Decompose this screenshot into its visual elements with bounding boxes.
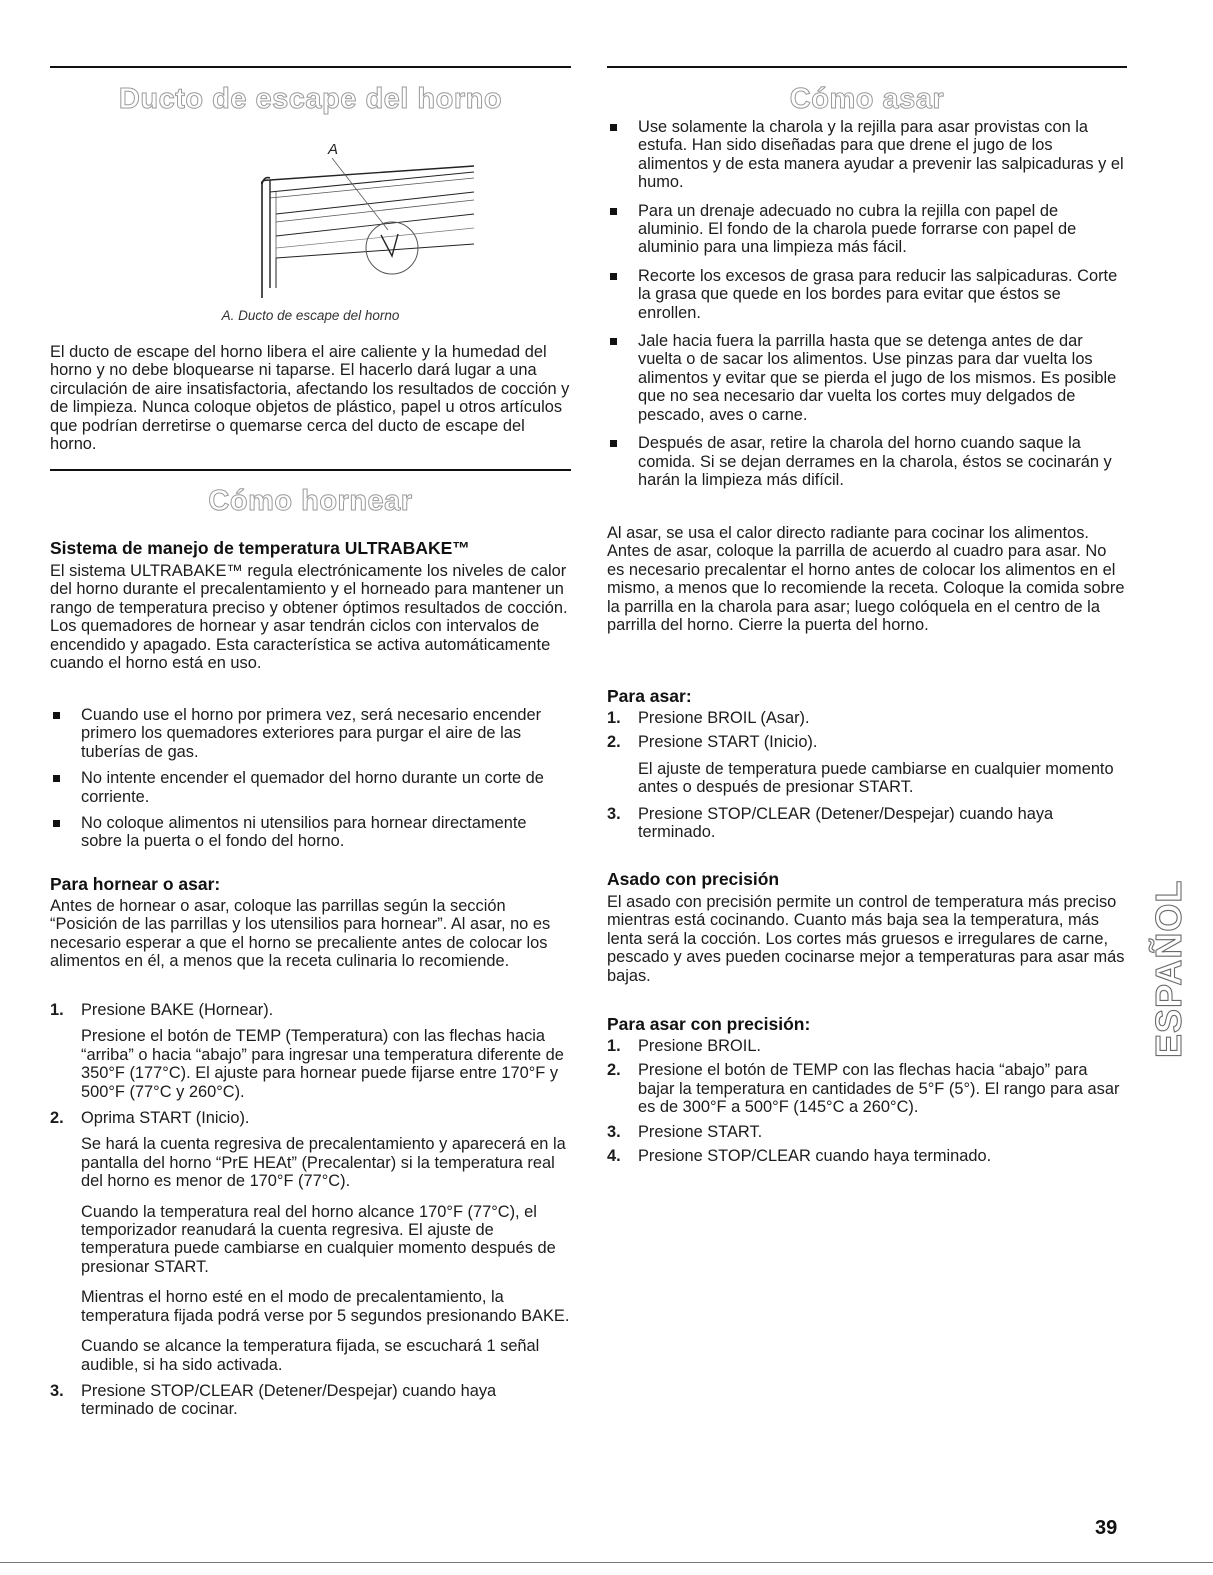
broil-intro-paragraph: Al asar, se usa el calor directo radiante para cocinar los alimentos. Antes de asar, coloque la parrilla de acuerdo al cuadro para asar. No es necesario precalentar el horno antes de colocar los alimentos en el mismo, a menos que lo recomiende la receta. Coloque la comida sobre la parrilla en la charola para asar; luego colóquela en el centro de la parrilla del horno. Cierre la puerta del horno. [607, 524, 1125, 635]
list-item: Recorte los excesos de grasa para reducir las salpicaduras. Corte la grasa que quede en los bordes para evitar que éstos se enrollen. [607, 267, 1127, 322]
list-item: Use solamente la charola y la rejilla para asar provistas con la estufa. Han sido diseñadas para que drene el jugo de los alimentos y de esta manera ayudar a prevenir las salpicaduras y el humo. [607, 118, 1127, 192]
broil-heading: Para asar: [607, 686, 692, 706]
bake-intro-paragraph: Antes de hornear o asar, coloque las parrillas según la sección “Posición de las parrillas y los utensilios para hornear”. Al asar, no es necesario esperar a que el horno se precaliente antes de colocar los alimentos en él, a menos que la receta culinaria lo recomiende. [50, 897, 551, 971]
step-text: Presione BROIL. [638, 1037, 761, 1055]
language-side-tab [1147, 840, 1195, 1060]
precision-steps [607, 1037, 1127, 1165]
step-item [50, 1109, 571, 1127]
precision-paragraph: El asado con precisión permite un control de temperatura más preciso mientras está cocinando. Cuanto más baja sea la temperatura, más lenta será la cocción. Los cortes más gruesos e irregulares de carne, pescado y aves pueden cocinarse mejor a temperaturas para asar más bajas. [607, 893, 1125, 985]
precision-steps-heading: Para asar con precisión: [607, 1014, 811, 1034]
section-title-baking: Cómo hornear [208, 485, 413, 517]
step-item [607, 1123, 1127, 1141]
list-item: Para un drenaje adecuado no cubra la rejilla con papel de aluminio. El fondo de la charola puede forrarse con papel de aluminio para una limpieza más fácil. [607, 202, 1127, 257]
baking-bullet-list [50, 706, 571, 859]
exhaust-paragraph: El ducto de escape del horno libera el aire caliente y la humedad del horno y no debe bloquearse ni taparse. El hacerlo dará lugar a una circulación de aire insatisfactoria, afectando los resultados de cocción y de limpieza. Nunca coloque objetos de plástico, papel u otros artículos que podrían derretirse o quemarse cerca del ducto de escape del horno. [50, 343, 570, 454]
step-item [607, 805, 1127, 842]
step-detail: Cuando se alcance la temperatura fijada, se escuchará 1 señal audible, si ha sido activada. [81, 1337, 540, 1374]
step-text: Presione START. [638, 1122, 763, 1141]
step-text: Presione START (Inicio). [638, 733, 818, 752]
step-number: 4. [607, 1147, 621, 1166]
step-detail: El ajuste de temperatura puede cambiarse en cualquier momento antes o después de presionar START. [638, 759, 1114, 797]
section-rule [50, 66, 571, 68]
ultrabake-paragraph: El sistema ULTRABAKE™ regula electrónicamente los niveles de calor del horno durante el precalentamiento y el horneado para mantener un rango de temperatura preciso y obtener óptimos resultados de cocción. Los quemadores de hornear y asar tendrán ciclos con intervalos de encendido y apagado. Esta característica se activa automáticamente cuando el horno está en uso. [50, 562, 568, 673]
list-item: Cuando use el horno por primera vez, será necesario encender primero los quemadores exteriores para purgar el aire de las tuberías de gas. [50, 706, 571, 761]
step-text: Presione el botón de TEMP con las flechas hacia “abajo” para bajar la temperatura en cantidades de 5°F (5°). El rango para asar es de 300°F a 500°F (145°C a 260°C). [638, 1061, 1120, 1117]
step-number: 3. [50, 1381, 64, 1400]
list-item: Jale hacia fuera la parrilla hasta que se detenga antes de dar vuelta o de sacar los alimentos. Use pinzas para dar vuelta los alimentos y evitar que se pierda el jugo de los mismos. Es posible que no sea necesario dar vuelta los cortes muy delgados de pescado, aves o carne. [607, 332, 1127, 424]
section-title-broil: Cómo asar [789, 83, 945, 115]
precision-heading: Asado con precisión [607, 869, 780, 889]
bake-steps [50, 1001, 571, 1419]
bake-heading: Para hornear o asar: [50, 874, 221, 894]
step-detail: Mientras el horno esté en el modo de precalentamiento, la temperatura fijada podrá verse por 5 segundos presionando BAKE. [81, 1288, 570, 1325]
ultrabake-heading: Sistema de manejo de temperatura ULTRABAKE™ [50, 538, 470, 558]
step-number: 1. [607, 1037, 621, 1055]
step-number: 2. [50, 1109, 64, 1128]
section-rule [50, 469, 571, 471]
step-text: Presione BAKE (Hornear). [81, 1001, 274, 1019]
step-number: 3. [607, 1122, 621, 1141]
figure-caption: A. Ducto de escape del horno [221, 308, 400, 323]
step-detail: Cuando la temperatura real del horno alcance 170°F (77°C), el temporizador reanudará la cuenta regresiva. El ajuste de temperatura puede cambiarse en cualquier momento después de presionar START. [81, 1202, 556, 1276]
oven-vent-diagram [200, 140, 490, 310]
step-number: 1. [607, 709, 621, 727]
step-detail: Se hará la cuenta regresiva de precalentamiento y aparecerá en la pantalla del horno “PrE HEAt” (Precalentar) si la temperatura real del horno es menor de 170°F (77°C). [81, 1135, 566, 1191]
step-item [607, 709, 1127, 727]
section-title-exhaust: Ducto de escape del horno [118, 83, 503, 115]
side-tab-label: ESPAÑOL [1148, 879, 1189, 1058]
step-number: 1. [50, 1001, 64, 1019]
broil-bullet-list [607, 118, 1127, 497]
list-item: Después de asar, retire la charola del horno cuando saque la comida. Si se dejan derrames en la charola, éstos se cocinarán y harán la limpieza más difícil. [607, 434, 1127, 489]
step-text: Presione STOP/CLEAR (Detener/Despejar) cuando haya terminado de cocinar. [81, 1381, 497, 1419]
broil-steps [607, 709, 1127, 841]
figure-letter: A [328, 141, 339, 158]
page-number: 39 [1095, 1517, 1118, 1539]
step-item [50, 1382, 571, 1419]
section-rule [607, 66, 1127, 68]
step-item [50, 1001, 571, 1019]
step-detail: Presione el botón de TEMP (Temperatura) con las flechas hacia “arriba” o hacia “abajo” para ingresar una temperatura diferente de 350°F (177°C). El ajuste para hornear puede fijarse entre 170°F y 500°F (77°C y 260°C). [81, 1027, 564, 1101]
step-text: Presione STOP/CLEAR (Detener/Despejar) cuando haya terminado. [638, 804, 1054, 842]
step-number: 3. [607, 804, 621, 823]
step-item [607, 1147, 1127, 1165]
step-number: 2. [607, 1061, 621, 1080]
step-number: 2. [607, 733, 621, 752]
step-text: Presione STOP/CLEAR cuando haya terminado. [638, 1147, 992, 1166]
step-item [607, 733, 1127, 751]
step-text: Oprima START (Inicio). [81, 1109, 250, 1128]
step-item [607, 1037, 1127, 1055]
list-item: No intente encender el quemador del horno durante un corte de corriente. [50, 769, 571, 806]
page-bottom-rule [0, 1562, 1213, 1563]
list-item: No coloque alimentos ni utensilios para hornear directamente sobre la puerta o el fondo del horno. [50, 814, 571, 851]
step-text: Presione BROIL (Asar). [638, 709, 810, 727]
step-item [607, 1061, 1127, 1116]
